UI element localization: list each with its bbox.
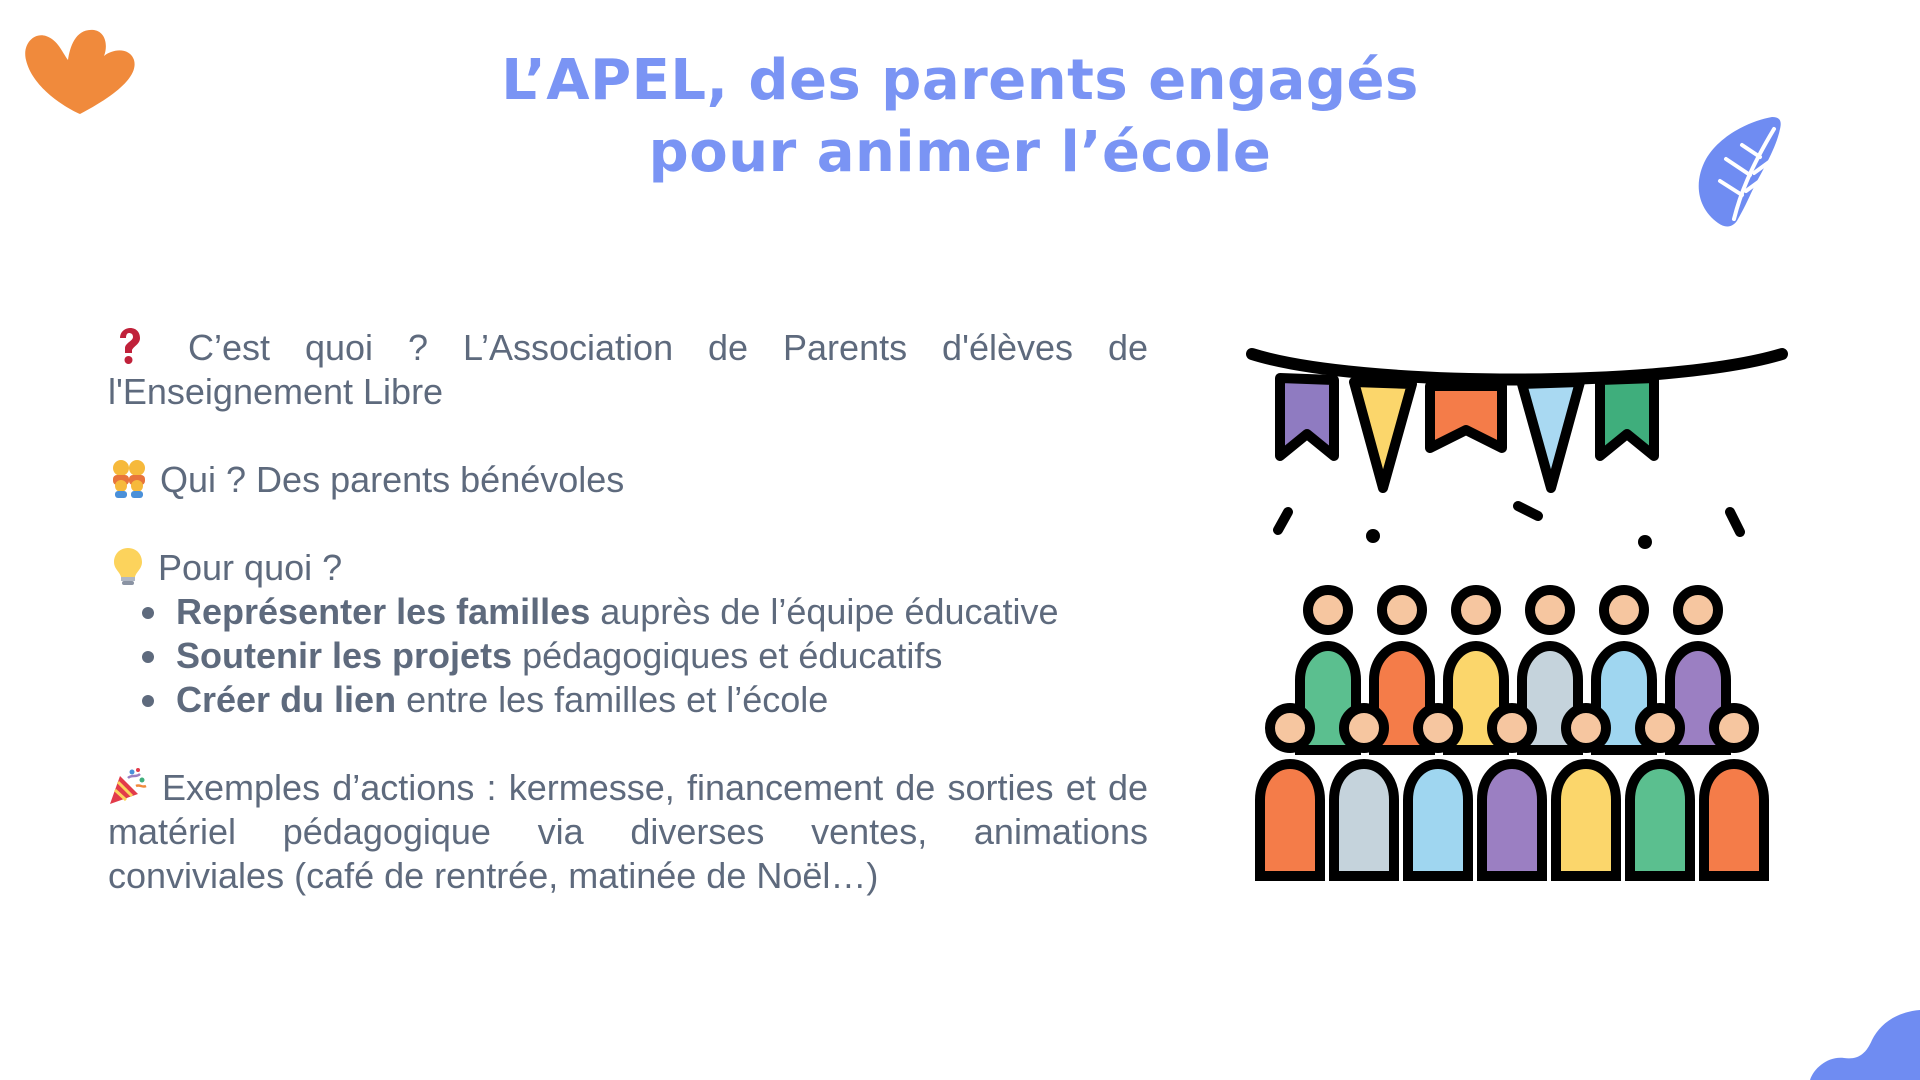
why-heading-line — [108, 546, 1148, 590]
list-item-bold: Soutenir les projets — [176, 635, 513, 676]
list-item — [176, 590, 1148, 634]
orange-heart-decoration-icon — [22, 26, 140, 122]
page-title — [360, 45, 1560, 189]
main-content — [108, 326, 1148, 898]
list-item-bold: Représenter les familles — [176, 591, 591, 632]
list-item-text: entre les familles et l’école — [396, 679, 829, 720]
question-mark-icon — [108, 326, 148, 366]
list-item-text: auprès de l’équipe éducative — [590, 591, 1059, 632]
why-list — [108, 590, 1148, 722]
what-paragraph — [108, 326, 1148, 414]
spacer — [108, 502, 1148, 546]
list-item — [176, 634, 1148, 678]
light-bulb-icon — [108, 546, 148, 586]
who-paragraph — [108, 458, 1148, 502]
what-text: C’est quoi ? L’Association de Parents d'élèves de l'Enseignement Libre — [108, 327, 1148, 412]
community-celebration-icon — [1240, 340, 1800, 900]
blue-wave-decoration-icon — [1810, 1010, 1920, 1080]
who-text: Qui ? Des parents bénévoles — [160, 459, 625, 500]
party-popper-icon — [108, 766, 148, 806]
examples-text: Exemples d’actions : kermesse, financement de sorties et de matériel pédagogique via diverses ventes, animations conviviales (café de rentrée, matinée de Noël…) — [108, 767, 1148, 896]
title-line-1: L’APEL, des parents engagés — [501, 48, 1419, 113]
blue-leaf-decoration-icon — [1690, 115, 1785, 230]
family-icon — [108, 458, 150, 498]
list-item-text: pédagogiques et éducatifs — [512, 635, 943, 676]
examples-paragraph — [108, 766, 1148, 898]
list-item — [176, 678, 1148, 722]
title-line-2: pour animer l’école — [648, 120, 1272, 185]
list-item-bold: Créer du lien — [176, 679, 397, 720]
spacer — [108, 414, 1148, 458]
why-heading: Pour quoi ? — [158, 547, 343, 588]
spacer — [108, 722, 1148, 766]
